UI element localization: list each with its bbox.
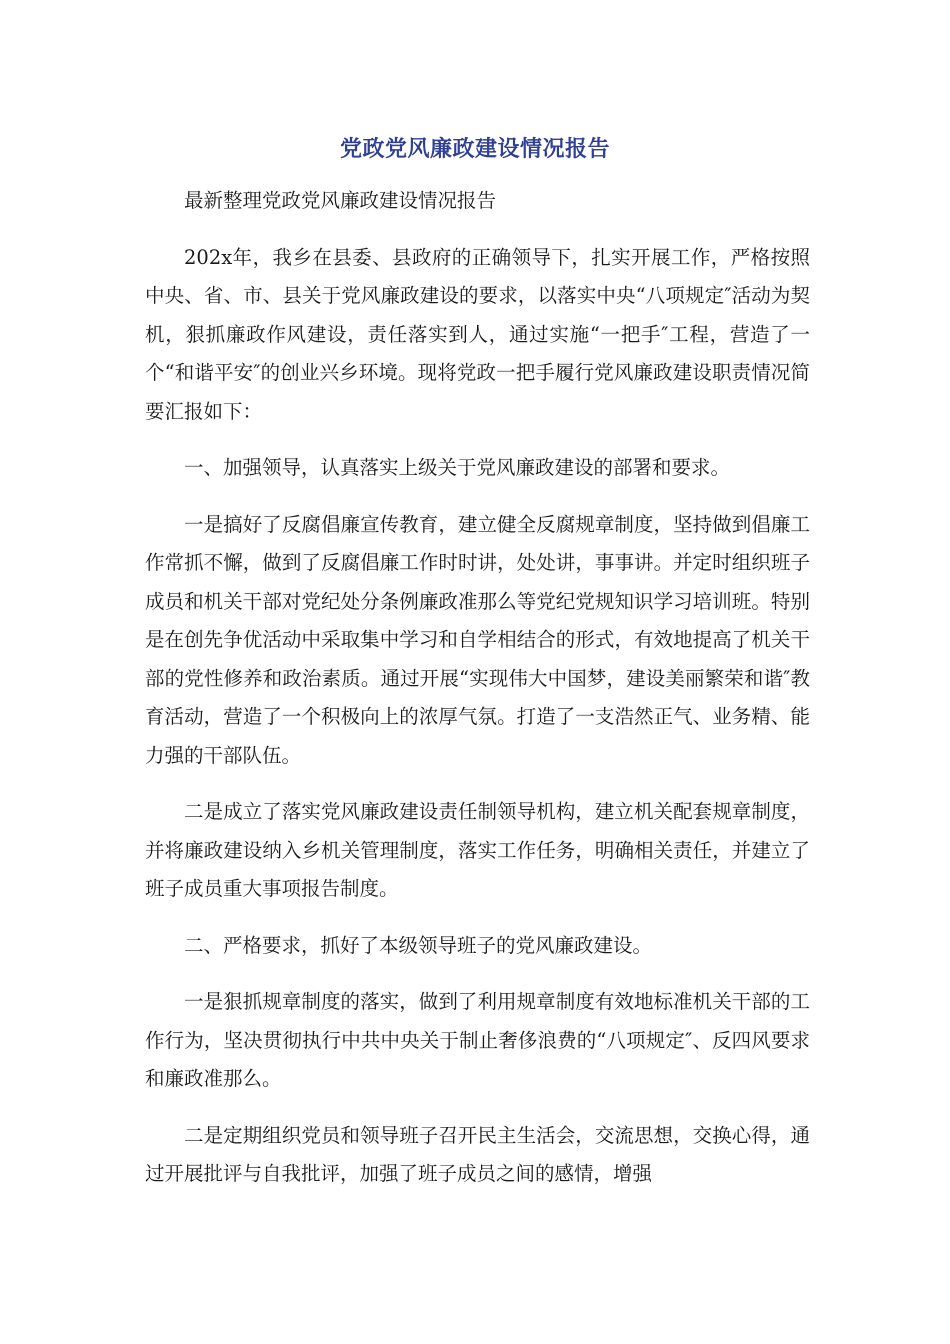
section-heading-1: 一、加强领导，认真落实上级关于党风廉政建设的部署和要求。 [184, 456, 731, 479]
body-paragraph: 一是搞好了反腐倡廉宣传教育，建立健全反腐规章制度，坚持做到倡廉工作常抓不懈，做到了反腐倡廉工作时时讲，处处讲，事事讲。并定时组织班子成员和机关干部对党纪处分条例廉政准那么等党纪党规知识学习培训班。特别是在创先争优活动中采取集中学习和自学相结合的形式，有效地提高了机关干部的党性修养和政治素质。通过开展“实现伟大中国梦，建设美丽繁荣和谐″教育活动，营造了一个积极向上的浓厚气氛。打造了一支浩然正气、业务精、能力强的干部队伍。 [145, 512, 810, 767]
intro-paragraph: 202x年，我乡在县委、县政府的正确领导下，扎实开展工作，严格按照中央、省、市、县关于党风廉政建设的要求，以落实中央“八项规定″活动为契机，狠抓廉政作风建设，责任落实到人，通过实施“一把手″工程，营造了一个“和谐平安″的创业兴乡环境。现将党政一把手履行党风廉政建设职责情况简要汇报如下： [145, 245, 810, 423]
body-paragraph: 二是成立了落实党风廉政建设责任制领导机构，建立机关配套规章制度，并将廉政建设纳入乡机关管理制度，落实工作任务，明确相关责任，并建立了班子成员重大事项报告制度。 [145, 800, 810, 900]
body-paragraph: 一是狠抓规章制度的落实，做到了利用规章制度有效地标准机关干部的工作行为，坚决贯彻执行中共中央关于制止奢侈浪费的“八项规定″、反四风要求和廉政准那么。 [145, 990, 810, 1090]
subtitle-paragraph: 最新整理党政党风廉政建设情况报告 [184, 189, 497, 212]
document-body [145, 182, 810, 1194]
body-paragraph: 二是定期组织党员和领导班子召开民主生活会，交流思想，交换心得，通过开展批评与自我批评，加强了班子成员之间的感情，增强 [145, 1123, 810, 1185]
document-title: 党政党风廉政建设情况报告 [339, 137, 610, 162]
section-heading-2: 二、严格要求，抓好了本级领导班子的党风廉政建设。 [184, 933, 653, 957]
